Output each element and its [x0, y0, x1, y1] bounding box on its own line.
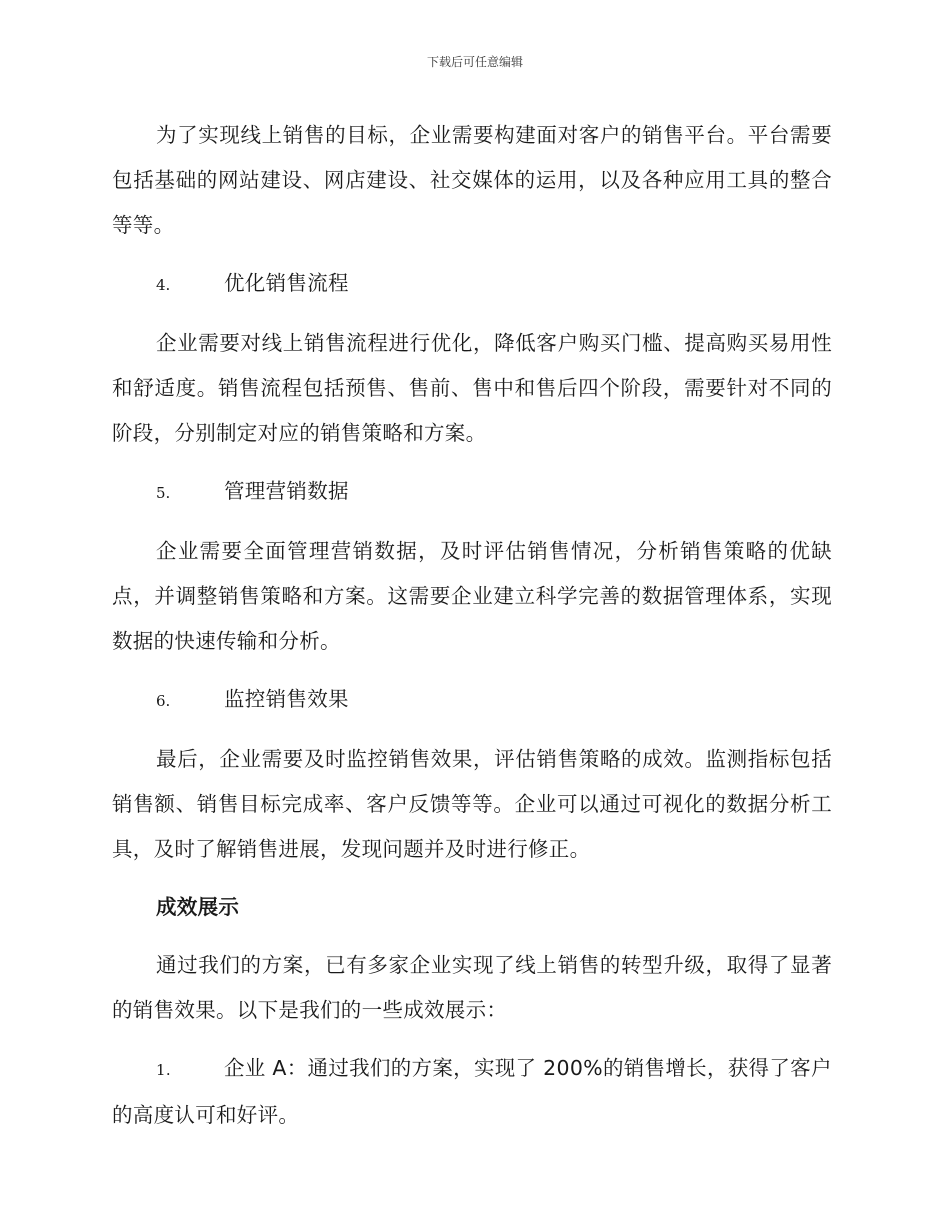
list-item-6	[112, 677, 832, 724]
list-item-title: 优化销售流程	[224, 271, 349, 295]
paragraph-optimize-process: 企业需要对线上销售流程进行优化，降低客户购买门槛、提高购买易用性和舒适度。销售流程包括预售、售前、售中和售后四个阶段，需要针对不同的阶段，分别制定对应的销售策略和方案。	[112, 331, 832, 445]
list-number: 4.	[156, 276, 171, 294]
list-number: 6.	[156, 692, 171, 710]
page-header: 下载后可任意编辑	[426, 55, 523, 69]
list-number: 5.	[156, 484, 171, 502]
list-item-5	[112, 469, 832, 516]
paragraph-sales-platform: 为了实现线上销售的目标，企业需要构建面对客户的销售平台。平台需要包括基础的网站建设、网店建设、社交媒体的运用，以及各种应用工具的整合等等。	[112, 123, 832, 237]
paragraph-monitor-effect: 最后，企业需要及时监控销售效果，评估销售策略的成效。监测指标包括销售额、销售目标完成率、客户反馈等等。企业可以通过可视化的数据分析工具，及时了解销售进展，发现问题并及时进行修正。	[112, 747, 832, 861]
list-item-4	[112, 261, 832, 308]
list-item-1	[112, 1046, 832, 1138]
document-body	[112, 113, 832, 1151]
section-heading: 成效展示	[156, 895, 240, 919]
paragraph-results-intro: 通过我们的方案，已有多家企业实现了线上销售的转型升级，取得了显著的销售效果。以下是我们的一些成效展示：	[112, 953, 832, 1022]
list-item-title: 监控销售效果	[224, 687, 349, 711]
paragraph-marketing-data: 企业需要全面管理营销数据，及时评估销售情况，分析销售策略的优缺点，并调整销售策略和方案。这需要企业建立科学完善的数据管理体系，实现数据的快速传输和分析。	[112, 539, 832, 653]
list-item-title: 管理营销数据	[224, 479, 349, 503]
list-number: 1.	[156, 1061, 171, 1079]
list-item-text: 企业 A：通过我们的方案，实现了 200%的销售增长，获得了客户的高度认可和好评。	[112, 1056, 832, 1127]
